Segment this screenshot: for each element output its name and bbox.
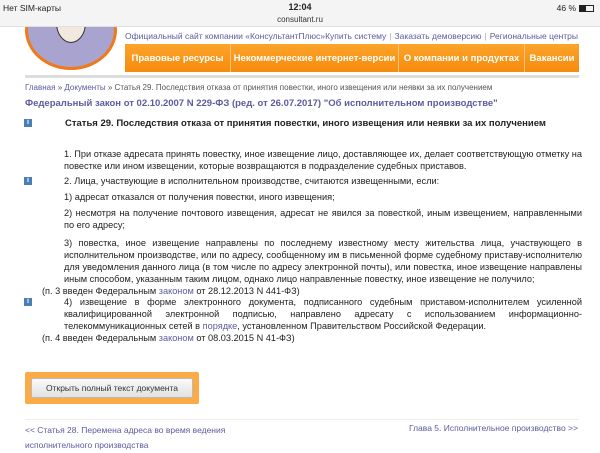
- order-link[interactable]: порядке: [202, 321, 238, 331]
- law-link[interactable]: законом: [158, 286, 194, 296]
- nav-jobs[interactable]: Вакансии: [529, 52, 575, 64]
- tagline: Официальный сайт компании «КонсультантПлюс»: [125, 31, 325, 41]
- divider: [25, 75, 579, 78]
- button-highlight: [25, 372, 199, 404]
- regional-link[interactable]: Региональные центры: [489, 31, 578, 41]
- paragraph-3: 1) адресат отказался от получения повестки, иного извещения;: [64, 192, 335, 202]
- info-icon[interactable]: i: [24, 177, 32, 185]
- top-links: Купить систему | Заказать демоверсию | Региональные центры: [325, 31, 578, 41]
- url-bar[interactable]: consultant.ru: [277, 15, 323, 24]
- battery-percent: 46 %: [556, 3, 576, 13]
- paragraph-6: 4) извещение в форме электронного документа, подписанного судебным приставом-исполнителем усиленной квалифицированной электронной подписью, направлено адресату с использованием информационно-телекоммуникационных сетей в порядке, установленном Правительством Российской Федерации. (п. 4 введен Федеральным законом от 08.03.2015 N 41-ФЗ): [42, 297, 582, 343]
- divider: [25, 419, 579, 420]
- prev-article-link[interactable]: << Статья 28. Перемена адреса во время ведения исполнительного производства: [25, 425, 226, 450]
- crumb-docs[interactable]: Документы: [64, 83, 106, 92]
- crumb-home[interactable]: Главная: [25, 83, 56, 92]
- document-title[interactable]: Федеральный закон от 02.10.2007 N 229-ФЗ (ред. от 26.07.2017) "Об исполнительном производстве": [25, 98, 498, 109]
- next-chapter-link[interactable]: Глава 5. Исполнительное производство >>: [408, 423, 578, 433]
- crumb-current: Статья 29. Последствия отказа от принятия повестки, иного извещения или неявки за их получением: [114, 83, 493, 92]
- breadcrumb: Главная » Документы » Статья 29. Последствия отказа от принятия повестки, иного извещения или неявки за их получением: [25, 83, 493, 92]
- demo-link[interactable]: Заказать демоверсию: [394, 31, 482, 41]
- nav-legal[interactable]: Правовые ресурсы: [125, 44, 231, 72]
- buy-link[interactable]: Купить систему: [325, 31, 387, 41]
- info-icon[interactable]: i: [24, 298, 32, 306]
- paragraph-4: 2) несмотря на получение почтового извещения, адресат не явился за повесткой, иным извещением, направленными по его адресу;: [64, 208, 582, 230]
- nav-company[interactable]: О компании и продуктах: [399, 44, 525, 72]
- article-heading: Статья 29. Последствия отказа от принятия повестки, иного извещения или неявки за их получением: [65, 118, 546, 129]
- paragraph-5: 3) повестка, иное извещение направлены по последнему известному месту жительства лица, участвующего в исполнительном производстве, или по адресу, сообщенному им в письменной форме судебному приставу-исполнителю для уведомления данного лица (в том числе по адресу электронной почты), или повестка, иное извещение направлены иным способом, указанным таким лицом, однако лицо направленные повестку, иное извещение не получило; (п. 3 введен Федеральным законом от 28.12.2013 N 441-ФЗ): [42, 238, 582, 296]
- paragraph-1: 1. При отказе адресата принять повестку, иное извещение лицо, доставляющее их, делает соответствующую отметку на повестке или ином извещении, которые возвращаются в подразделение судебных приставов.: [64, 149, 582, 171]
- paragraph-2: 2. Лица, участвующие в исполнительном производстве, считаются извещенными, если:: [64, 176, 440, 186]
- open-full-text-button[interactable]: Открыть полный текст документа: [31, 378, 193, 398]
- nav-noncommercial[interactable]: Некоммерческие интернет-версии: [231, 44, 399, 72]
- carrier: Нет SIM-карты: [3, 3, 61, 13]
- main-nav: [125, 44, 579, 72]
- battery-icon: [579, 5, 594, 12]
- info-icon[interactable]: i: [24, 119, 32, 127]
- status-bar: [0, 0, 600, 27]
- law-link[interactable]: законом: [158, 333, 194, 343]
- clock: 12:04: [288, 2, 312, 12]
